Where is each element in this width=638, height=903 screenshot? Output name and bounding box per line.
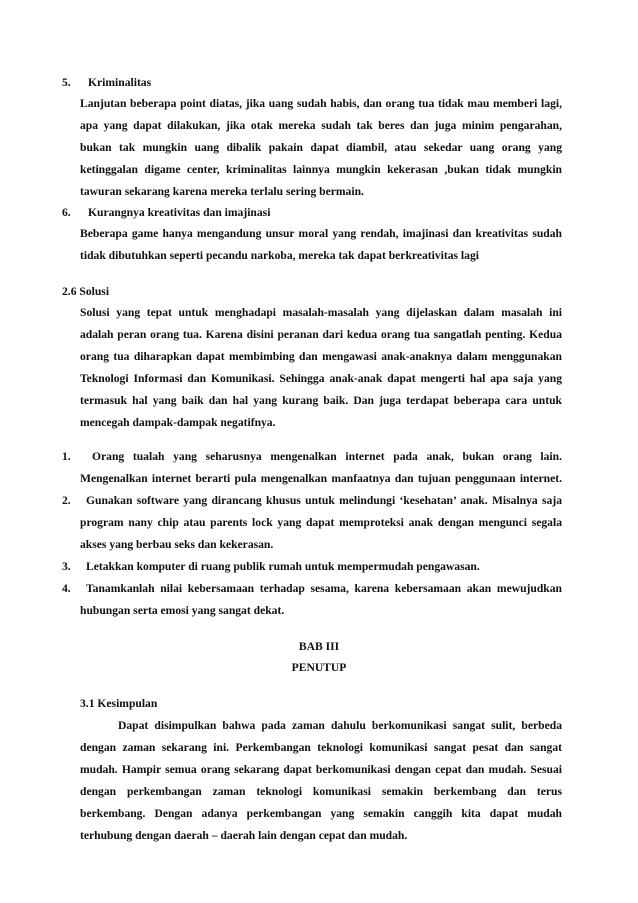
list-item-line: Gunakan software yang dirancang khusus untuk melindungi ‘kesehatan’ anak. Misalnya saja bbox=[86, 494, 562, 507]
section-heading: 3.1 Kesimpulan bbox=[80, 697, 158, 710]
item-number: 5. bbox=[62, 76, 71, 89]
paragraph-line: terhubung dengan daerah – daerah lain dengan cepat dan mudah. bbox=[80, 829, 408, 842]
paragraph-line: mencegah dampak-dampak negatifnya. bbox=[80, 416, 276, 429]
list-item-line: Mengenalkan internet berarti pula mengenalkan manfaatnya dan tujuan penggunaan internet. bbox=[80, 472, 562, 485]
item-title: Kurangnya kreativitas dan imajinasi bbox=[88, 206, 271, 219]
list-number: 1. bbox=[62, 450, 71, 463]
paragraph-line: tidak dibutuhkan seperti pecandu narkoba, mereka tak dapat berkreativitas lagi bbox=[80, 249, 479, 262]
list-number: 4. bbox=[62, 582, 71, 595]
paragraph-line: dengan zaman sekarang ini. Perkembangan teknologi komunikasi sangat pesat dan sangat bbox=[80, 741, 562, 754]
paragraph-line: orang tua diharapkan dapat membimbing dan mengawasi anak-anaknya dalam menggunakan bbox=[80, 350, 562, 363]
item-title: Kriminalitas bbox=[88, 76, 152, 89]
paragraph-line: Solusi yang tepat untuk menghadapi masalah-masalah yang dijelaskan dalam masalah ini bbox=[80, 306, 562, 319]
paragraph-line: tawuran sekarang karena mereka terlalu sering bermain. bbox=[80, 185, 364, 198]
item-number: 6. bbox=[62, 206, 71, 219]
list-item-line: Letakkan komputer di ruang publik rumah untuk mempermudah pengawasan. bbox=[86, 560, 480, 573]
paragraph-line: Dapat disimpulkan bahwa pada zaman dahulu berkomunikasi sangat sulit, berbeda bbox=[118, 719, 562, 732]
list-item-line: program nany chip atau parents lock yang dapat memproteksi anak dengan mengunci segala bbox=[80, 516, 562, 529]
list-number: 2. bbox=[62, 494, 71, 507]
paragraph-line: mudah. Hampir semua orang sekarang dapat berkomunikasi dengan cepat dan mudah. Sesuai bbox=[80, 763, 562, 776]
paragraph-line: apa yang dapat dilakukan, jika otak mereka sudah tak beres dan juga minim pengarahan, bbox=[80, 119, 562, 132]
chapter-title: PENUTUP bbox=[291, 661, 347, 674]
list-number: 3. bbox=[62, 560, 71, 573]
list-item-line: Orang tualah yang seharusnya mengenalkan internet pada anak, bukan orang lain. bbox=[92, 450, 562, 463]
chapter-number: BAB III bbox=[298, 640, 340, 653]
paragraph-line: termasuk hal yang baik dan hal yang kurang baik. Dan juga terdapat beberapa cara untuk bbox=[80, 394, 562, 407]
paragraph-line: bukan tak mungkin uang dibalik pakain dapat diambil, atau sekedar uang orang yang bbox=[80, 141, 562, 154]
paragraph-line: Beberapa game hanya mengandung unsur moral yang rendah, imajinasi dan kreativitas sudah bbox=[80, 227, 562, 240]
paragraph-line: ketinggalan digame center, kriminalitas lainnya mungkin kekerasan ,bukan tidak mungkin bbox=[80, 163, 562, 176]
paragraph-line: Teknologi Informasi dan Komunikasi. Sehingga anak-anak dapat mengerti hal apa saja yang bbox=[80, 372, 562, 385]
paragraph-line: Lanjutan beberapa point diatas, jika uang sudah habis, dan orang tua tidak mau memberi lagi, bbox=[80, 97, 562, 110]
list-item-line: Tanamkanlah nilai kebersamaan terhadap sesama, karena kebersamaan akan mewujudkan bbox=[86, 582, 562, 595]
list-item-line: hubungan serta emosi yang sangat dekat. bbox=[80, 604, 285, 617]
section-heading: 2.6 Solusi bbox=[62, 285, 110, 298]
paragraph-line: dengan perkembangan zaman teknologi komunikasi semakin berkembang dan terus bbox=[80, 785, 562, 798]
paragraph-line: adalah peran orang tua. Karena disini peranan dari kedua orang tua sangatlah penting. Kedua bbox=[80, 328, 562, 341]
paragraph-line: berkembang. Dengan adanya perkembangan yang semakin canggih kita dapat mudah bbox=[80, 807, 562, 820]
list-item-line: akses yang berbau seks dan kekerasan. bbox=[80, 538, 274, 551]
